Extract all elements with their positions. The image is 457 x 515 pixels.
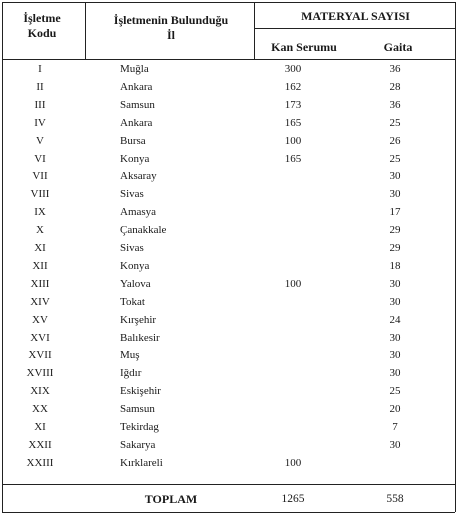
total-gaita: 558 <box>386 493 404 505</box>
row-city: Iğdır <box>120 367 142 379</box>
row-gaita: 24 <box>389 314 401 326</box>
row-gaita: 28 <box>389 81 401 93</box>
row-city: Samsun <box>120 99 155 111</box>
row-city: Tokat <box>120 296 145 308</box>
row-code: XX <box>32 403 48 415</box>
row-code: XVIII <box>26 367 54 379</box>
row-serum: 162 <box>284 81 302 93</box>
row-code: X <box>36 224 44 236</box>
row-code: IV <box>34 117 46 129</box>
row-code: XII <box>32 260 48 272</box>
row-code: V <box>36 135 44 147</box>
row-serum: 100 <box>284 278 302 290</box>
row-code: IX <box>34 206 46 218</box>
group-header-underline <box>254 28 455 29</box>
body-bottom-border <box>2 484 455 485</box>
header-bottom-border <box>2 59 455 60</box>
row-city: Bursa <box>120 135 146 147</box>
row-city: Samsun <box>120 403 155 415</box>
row-gaita: 29 <box>389 242 401 254</box>
header-serum: Kan Serumu <box>271 40 337 54</box>
row-code: VI <box>34 153 46 165</box>
table-left-border <box>2 2 3 512</box>
row-city: Konya <box>120 260 150 272</box>
row-code: XI <box>34 421 46 433</box>
row-gaita: 30 <box>389 170 401 182</box>
row-gaita: 25 <box>389 117 401 129</box>
row-code: XIII <box>30 278 50 290</box>
row-code: XIX <box>30 385 50 397</box>
row-code: XVII <box>28 349 52 361</box>
header-city-line2: İl <box>166 28 175 42</box>
row-code: I <box>38 63 42 75</box>
row-gaita: 30 <box>389 188 401 200</box>
row-city: Sakarya <box>120 439 156 451</box>
row-code: VII <box>32 170 48 182</box>
row-city: Aksaray <box>120 170 157 182</box>
row-city: Balıkesir <box>120 332 160 344</box>
row-city: Sivas <box>120 242 144 254</box>
row-code: XI <box>34 242 46 254</box>
row-city: Muş <box>120 349 140 361</box>
row-gaita: 20 <box>389 403 401 415</box>
row-serum: 100 <box>284 457 302 469</box>
row-gaita: 30 <box>389 278 401 290</box>
row-code: XV <box>32 314 48 326</box>
row-serum: 165 <box>284 117 302 129</box>
row-serum: 100 <box>284 135 302 147</box>
row-gaita: 25 <box>389 153 401 165</box>
row-city: Muğla <box>120 63 149 75</box>
row-city: Kırklareli <box>120 457 163 469</box>
row-city: Konya <box>120 153 150 165</box>
row-gaita: 36 <box>389 63 401 75</box>
row-gaita: 30 <box>389 332 401 344</box>
row-city: Ankara <box>120 117 153 129</box>
row-city: Çanakkale <box>120 224 167 236</box>
row-gaita: 7 <box>392 421 398 433</box>
row-gaita: 30 <box>389 367 401 379</box>
row-gaita: 30 <box>389 439 401 451</box>
header-gaita: Gaita <box>383 40 413 54</box>
row-code: XXIII <box>26 457 54 469</box>
header-divider-1 <box>85 2 86 59</box>
total-label: TOPLAM <box>144 492 198 506</box>
row-city: Ankara <box>120 81 153 93</box>
row-code: III <box>34 99 46 111</box>
header-material-count: MATERYAL SAYISI <box>301 9 410 23</box>
row-code: XVI <box>30 332 50 344</box>
header-divider-2 <box>254 2 255 59</box>
row-gaita: 30 <box>389 296 401 308</box>
total-serum: 1265 <box>281 493 305 505</box>
header-code-line2: Kodu <box>27 26 57 40</box>
row-code: XXII <box>28 439 52 451</box>
row-serum: 300 <box>284 63 302 75</box>
table-bottom-border <box>2 512 455 513</box>
row-city: Amasya <box>120 206 157 218</box>
row-gaita: 36 <box>389 99 401 111</box>
row-gaita: 30 <box>389 349 401 361</box>
row-city: Yalova <box>120 278 151 290</box>
row-gaita: 18 <box>389 260 401 272</box>
table-top-border <box>2 2 455 3</box>
header-code-line1: İşletme <box>23 11 61 25</box>
header-city-line1: İşletmenin Bulunduğu <box>113 13 229 27</box>
row-serum: 165 <box>284 153 302 165</box>
row-city: Tekirdag <box>120 421 159 433</box>
row-city: Eskişehir <box>120 385 161 397</box>
row-gaita: 26 <box>389 135 401 147</box>
row-city: Sivas <box>120 188 144 200</box>
row-serum: 173 <box>284 99 302 111</box>
row-gaita: 17 <box>389 206 401 218</box>
row-gaita: 25 <box>389 385 401 397</box>
row-gaita: 29 <box>389 224 401 236</box>
row-code: XIV <box>30 296 50 308</box>
row-code: VIII <box>30 188 50 200</box>
row-city: Kırşehir <box>120 314 157 326</box>
table-right-border <box>455 2 456 512</box>
row-code: II <box>36 81 44 93</box>
